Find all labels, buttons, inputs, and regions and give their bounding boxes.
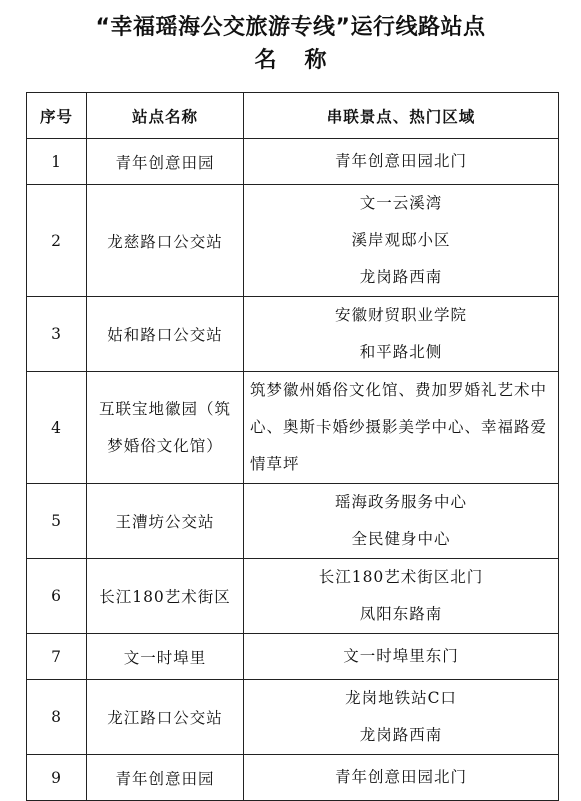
row-spots — [244, 680, 559, 755]
header-no: 序号 — [27, 93, 87, 139]
row-station: 王漕坊公交站 — [87, 484, 244, 559]
spot-item: 龙岗地铁站C口 — [345, 689, 457, 707]
row-no: 2 — [27, 185, 87, 297]
document-title-line2: 名称 — [254, 48, 355, 73]
table-row — [27, 634, 559, 680]
spot-item: 青年创意田园北门 — [334, 768, 467, 786]
row-spots — [244, 634, 559, 680]
spot-item: 瑶海政务服务中心 — [334, 493, 467, 511]
row-station: 龙慈路口公交站 — [87, 185, 244, 297]
table-row — [27, 559, 559, 634]
spot-item: 和平路北侧 — [359, 343, 443, 361]
document-title: “幸福瑶海公交旅游专线”运行线路站点 — [95, 15, 486, 40]
table-row — [27, 484, 559, 559]
spot-item: 长江180艺术街区北门 — [318, 568, 484, 586]
row-no: 1 — [27, 139, 87, 185]
row-station: 青年创意田园 — [87, 755, 244, 801]
row-spots — [244, 139, 559, 185]
table-row — [27, 139, 559, 185]
row-spots — [244, 297, 559, 372]
spot-item: 筑梦徽州婚俗文化馆、费加罗婚礼艺术中心、奥斯卡婚纱摄影美学中心、幸福路爱情草坪 — [250, 381, 548, 473]
spot-item: 龙岗路西南 — [359, 726, 443, 744]
spot-item: 龙岗路西南 — [359, 268, 443, 286]
row-station: 姑和路口公交站 — [87, 297, 244, 372]
header-spots: 串联景点、热门区域 — [244, 93, 559, 139]
row-no: 8 — [27, 680, 87, 755]
row-station: 龙江路口公交站 — [87, 680, 244, 755]
row-spots — [244, 185, 559, 297]
row-no: 5 — [27, 484, 87, 559]
table-row — [27, 185, 559, 297]
row-spots — [244, 372, 559, 484]
table-header-row — [27, 93, 559, 139]
row-spots — [244, 559, 559, 634]
table-row — [27, 372, 559, 484]
table-row — [27, 755, 559, 801]
row-spots — [244, 755, 559, 801]
row-no: 3 — [27, 297, 87, 372]
row-station: 文一时埠里 — [87, 634, 244, 680]
row-station: 青年创意田园 — [87, 139, 244, 185]
station-table — [26, 92, 559, 801]
spot-item: 凤阳东路南 — [359, 605, 443, 623]
header-station: 站点名称 — [87, 93, 244, 139]
spot-item: 文一时埠里东门 — [343, 647, 459, 665]
spot-item: 全民健身中心 — [351, 530, 451, 548]
spot-item: 文一云溪湾 — [359, 194, 443, 212]
row-no: 9 — [27, 755, 87, 801]
spot-item: 安徽财贸职业学院 — [334, 306, 467, 324]
row-no: 7 — [27, 634, 87, 680]
spot-item: 溪岸观邸小区 — [351, 231, 451, 249]
row-spots — [244, 484, 559, 559]
spot-item: 青年创意田园北门 — [334, 152, 467, 170]
station-name: 互联宝地徽园（筑梦婚俗文化馆） — [98, 399, 231, 455]
table-row — [27, 680, 559, 755]
row-no: 4 — [27, 372, 87, 484]
row-station: 长江180艺术街区 — [87, 559, 244, 634]
row-no: 6 — [27, 559, 87, 634]
table-row — [27, 297, 559, 372]
row-station — [87, 372, 244, 484]
